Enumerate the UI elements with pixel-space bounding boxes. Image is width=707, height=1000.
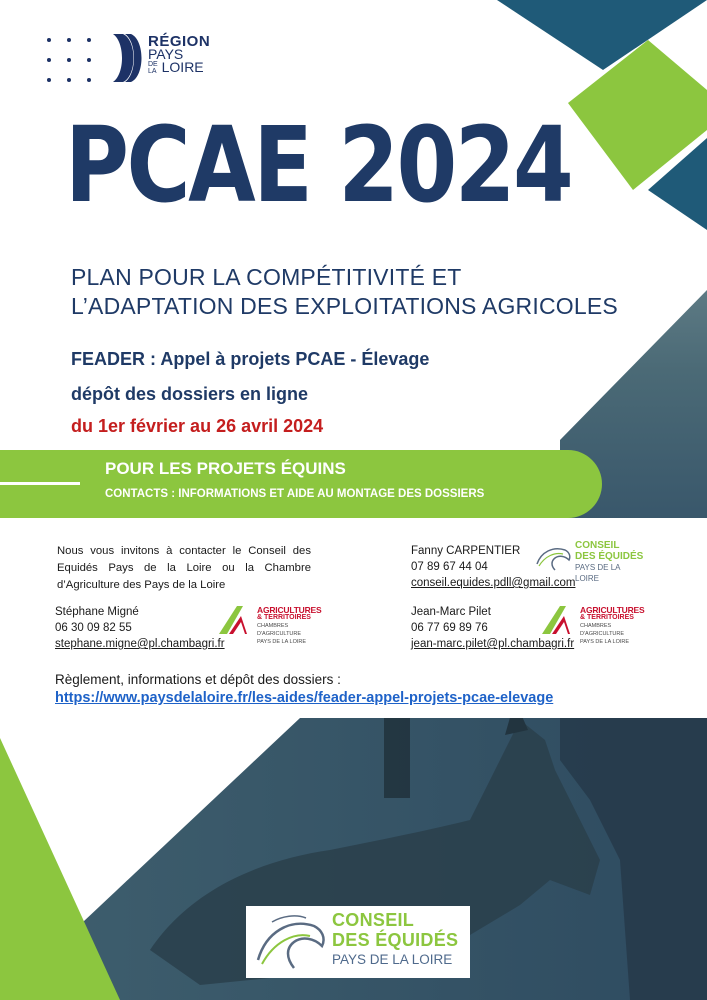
ce-line2: DES ÉQUIDÉS	[332, 930, 459, 950]
page-title: PCAE 2024	[65, 104, 572, 226]
ca-line1: AGRICULTURES	[257, 605, 322, 615]
contact-name: Fanny CARPENTIER	[411, 545, 521, 557]
contact-phone: 07 89 67 44 04	[411, 561, 488, 573]
conseil-equides-logo	[246, 906, 470, 978]
region-logo-line3: DE LA LOIRE	[148, 59, 204, 76]
subtitle-line2: L’ADAPTATION DES EXPLOITATIONS AGRICOLES	[71, 293, 618, 319]
contact-phone: 06 30 09 82 55	[55, 622, 132, 634]
contact-email[interactable]: jean-marc.pilet@pl.chambagri.fr	[411, 638, 575, 650]
banner-title: POUR LES PROJETS ÉQUINS	[105, 459, 346, 478]
contact-email[interactable]: stephane.migne@pl.chambagri.fr	[55, 638, 225, 650]
chambre-agriculture-logo-1	[217, 603, 322, 645]
contact-email[interactable]: conseil.equides.pdll@gmail.com	[411, 577, 576, 589]
feader-heading: FEADER : Appel à projets PCAE - Élevage	[71, 349, 430, 369]
region-logo-text	[148, 35, 210, 75]
chambre-agriculture-logo-2	[540, 603, 645, 645]
ce-line1: CONSEIL	[332, 910, 415, 930]
ce-line3: PAYS DE LA LOIRE	[332, 952, 453, 967]
ce-small-line3: PAYS DE LA LOIRE	[575, 563, 621, 583]
ca-line2: & TERRITOIRES	[580, 614, 634, 621]
ce-small-line1: CONSEIL	[575, 540, 620, 551]
ca-line4: PAYS DE LA LOIRE	[580, 639, 630, 645]
banner-subtitle: CONTACTS : INFORMATIONS ET AIDE AU MONTAGE DES DOSSIERS	[105, 488, 485, 500]
region-logo-line1: RÉGION	[148, 33, 211, 50]
ca-line3: CHAMBRES D'AGRICULTURE	[257, 623, 302, 637]
depot-text: dépôt des dossiers en ligne	[71, 384, 309, 404]
contact-name: Jean-Marc Pilet	[411, 606, 491, 618]
ca-line2: & TERRITOIRES	[257, 614, 311, 621]
ca-line1: AGRICULTURES	[580, 605, 645, 615]
contact-stephane	[55, 604, 225, 652]
ca-line4: PAYS DE LA LOIRE	[257, 639, 307, 645]
chambre-agriculture-icon	[217, 604, 255, 636]
teal-top-shape	[497, 0, 707, 70]
horse-head-icon	[252, 910, 332, 974]
subtitle-line1: PLAN POUR LA COMPÉTITIVITÉ ET	[71, 264, 462, 290]
horse-head-icon	[535, 542, 573, 572]
chambre-agriculture-icon	[540, 604, 578, 636]
banner-divider	[0, 482, 80, 485]
ce-small-line2: DES ÉQUIDÉS	[575, 551, 644, 562]
contact-phone: 06 77 69 89 76	[411, 622, 488, 634]
conseil-equides-logo-small	[535, 540, 645, 583]
region-logo-icon	[45, 36, 97, 84]
contact-name: Stéphane Migné	[55, 606, 139, 618]
ca-line3: CHAMBRES D'AGRICULTURE	[580, 623, 625, 637]
intro-text: Nous vous invitons à contacter le Conseil des Equidés Pays de la Loire ou la Chambre d’Agriculture des Pays de la Loire	[57, 545, 311, 591]
region-logo	[45, 30, 235, 90]
reglement-label: Règlement, informations et dépôt des dossiers :	[55, 672, 341, 687]
region-logo-line2: PAYS	[148, 46, 184, 62]
subtitle	[71, 263, 671, 321]
reglement-link[interactable]: https://www.paysdelaloire.fr/les-aides/feader-appel-projets-pcae-elevage	[55, 690, 554, 706]
region-mark-icon	[111, 32, 145, 84]
dates-text: du 1er février au 26 avril 2024	[71, 416, 324, 436]
